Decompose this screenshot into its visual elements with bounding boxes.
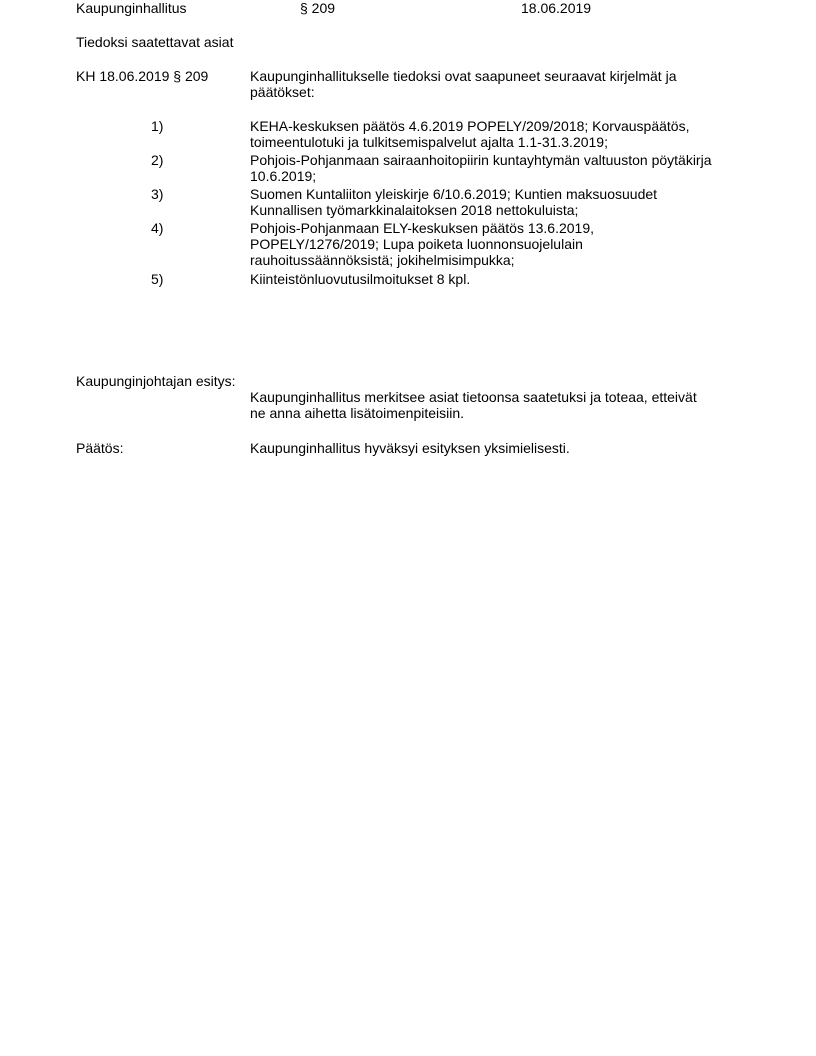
meeting-reference: KH 18.06.2019 § 209 (76, 68, 209, 84)
list-item-line: Pohjois-Pohjanmaan sairaanhoitopiirin kuntayhtymän valtuuston pöytäkirja (250, 152, 712, 168)
list-item-line: toimeentulotuki ja tulkitsemispalvelut ajalta 1.1-31.3.2019; (250, 134, 608, 150)
proposal-line: ne anna aihetta lisätoimenpiteisiin. (250, 405, 465, 421)
intro-paragraph (250, 68, 740, 100)
list-item-text (250, 152, 740, 184)
list-item-line: Kiinteistönluovutusilmoitukset 8 kpl. (250, 271, 471, 287)
list-item-number: 4) (151, 220, 164, 236)
list-item-line: Pohjois-Pohjanmaan ELY-keskuksen päätös 13.6.2019, (250, 220, 595, 236)
intro-line: Kaupunginhallitukselle tiedoksi ovat saapuneet seuraavat kirjelmät ja (250, 68, 677, 84)
list-item-line: POPELY/1276/2019; Lupa poiketa luonnonsuojelulain (250, 236, 583, 252)
list-item-number: 3) (151, 186, 164, 202)
list-item-number: 2) (151, 152, 164, 168)
header-body-name: Kaupunginhallitus (76, 0, 187, 16)
list-item-text (250, 186, 740, 218)
list-item-number: 1) (151, 118, 164, 134)
list-item-line: Suomen Kuntaliiton yleiskirje 6/10.6.2019; Kuntien maksuosuudet (250, 186, 658, 202)
list-item-number: 5) (151, 271, 164, 287)
list-item-line: 10.6.2019; (250, 168, 317, 184)
proposal-text (250, 389, 740, 421)
list-item-text (250, 271, 740, 287)
header-date: 18.06.2019 (521, 0, 592, 16)
header-section-number: § 209 (300, 0, 336, 16)
list-item-text (250, 220, 740, 268)
proposal-label: Kaupunginjohtajan esitys: (76, 373, 236, 389)
proposal-line: Kaupunginhallitus merkitsee asiat tietoonsa saatetuksi ja toteaa, etteivät (250, 389, 697, 405)
list-item-line: rauhoitussäännöksistä; jokihelmisimpukka; (250, 252, 515, 268)
decision-text: Kaupunginhallitus hyväksyi esityksen yksimielisesti. (250, 440, 570, 456)
list-item-line: Kunnallisen työmarkkinalaitoksen 2018 nettokuluista; (250, 202, 579, 218)
list-item-line: KEHA-keskuksen päätös 4.6.2019 POPELY/209/2018; Korvauspäätös, (250, 118, 690, 134)
intro-line: päätökset: (250, 84, 315, 100)
decision-label: Päätös: (76, 440, 124, 456)
list-item-text (250, 118, 740, 150)
subject-title: Tiedoksi saatettavat asiat (76, 34, 234, 50)
